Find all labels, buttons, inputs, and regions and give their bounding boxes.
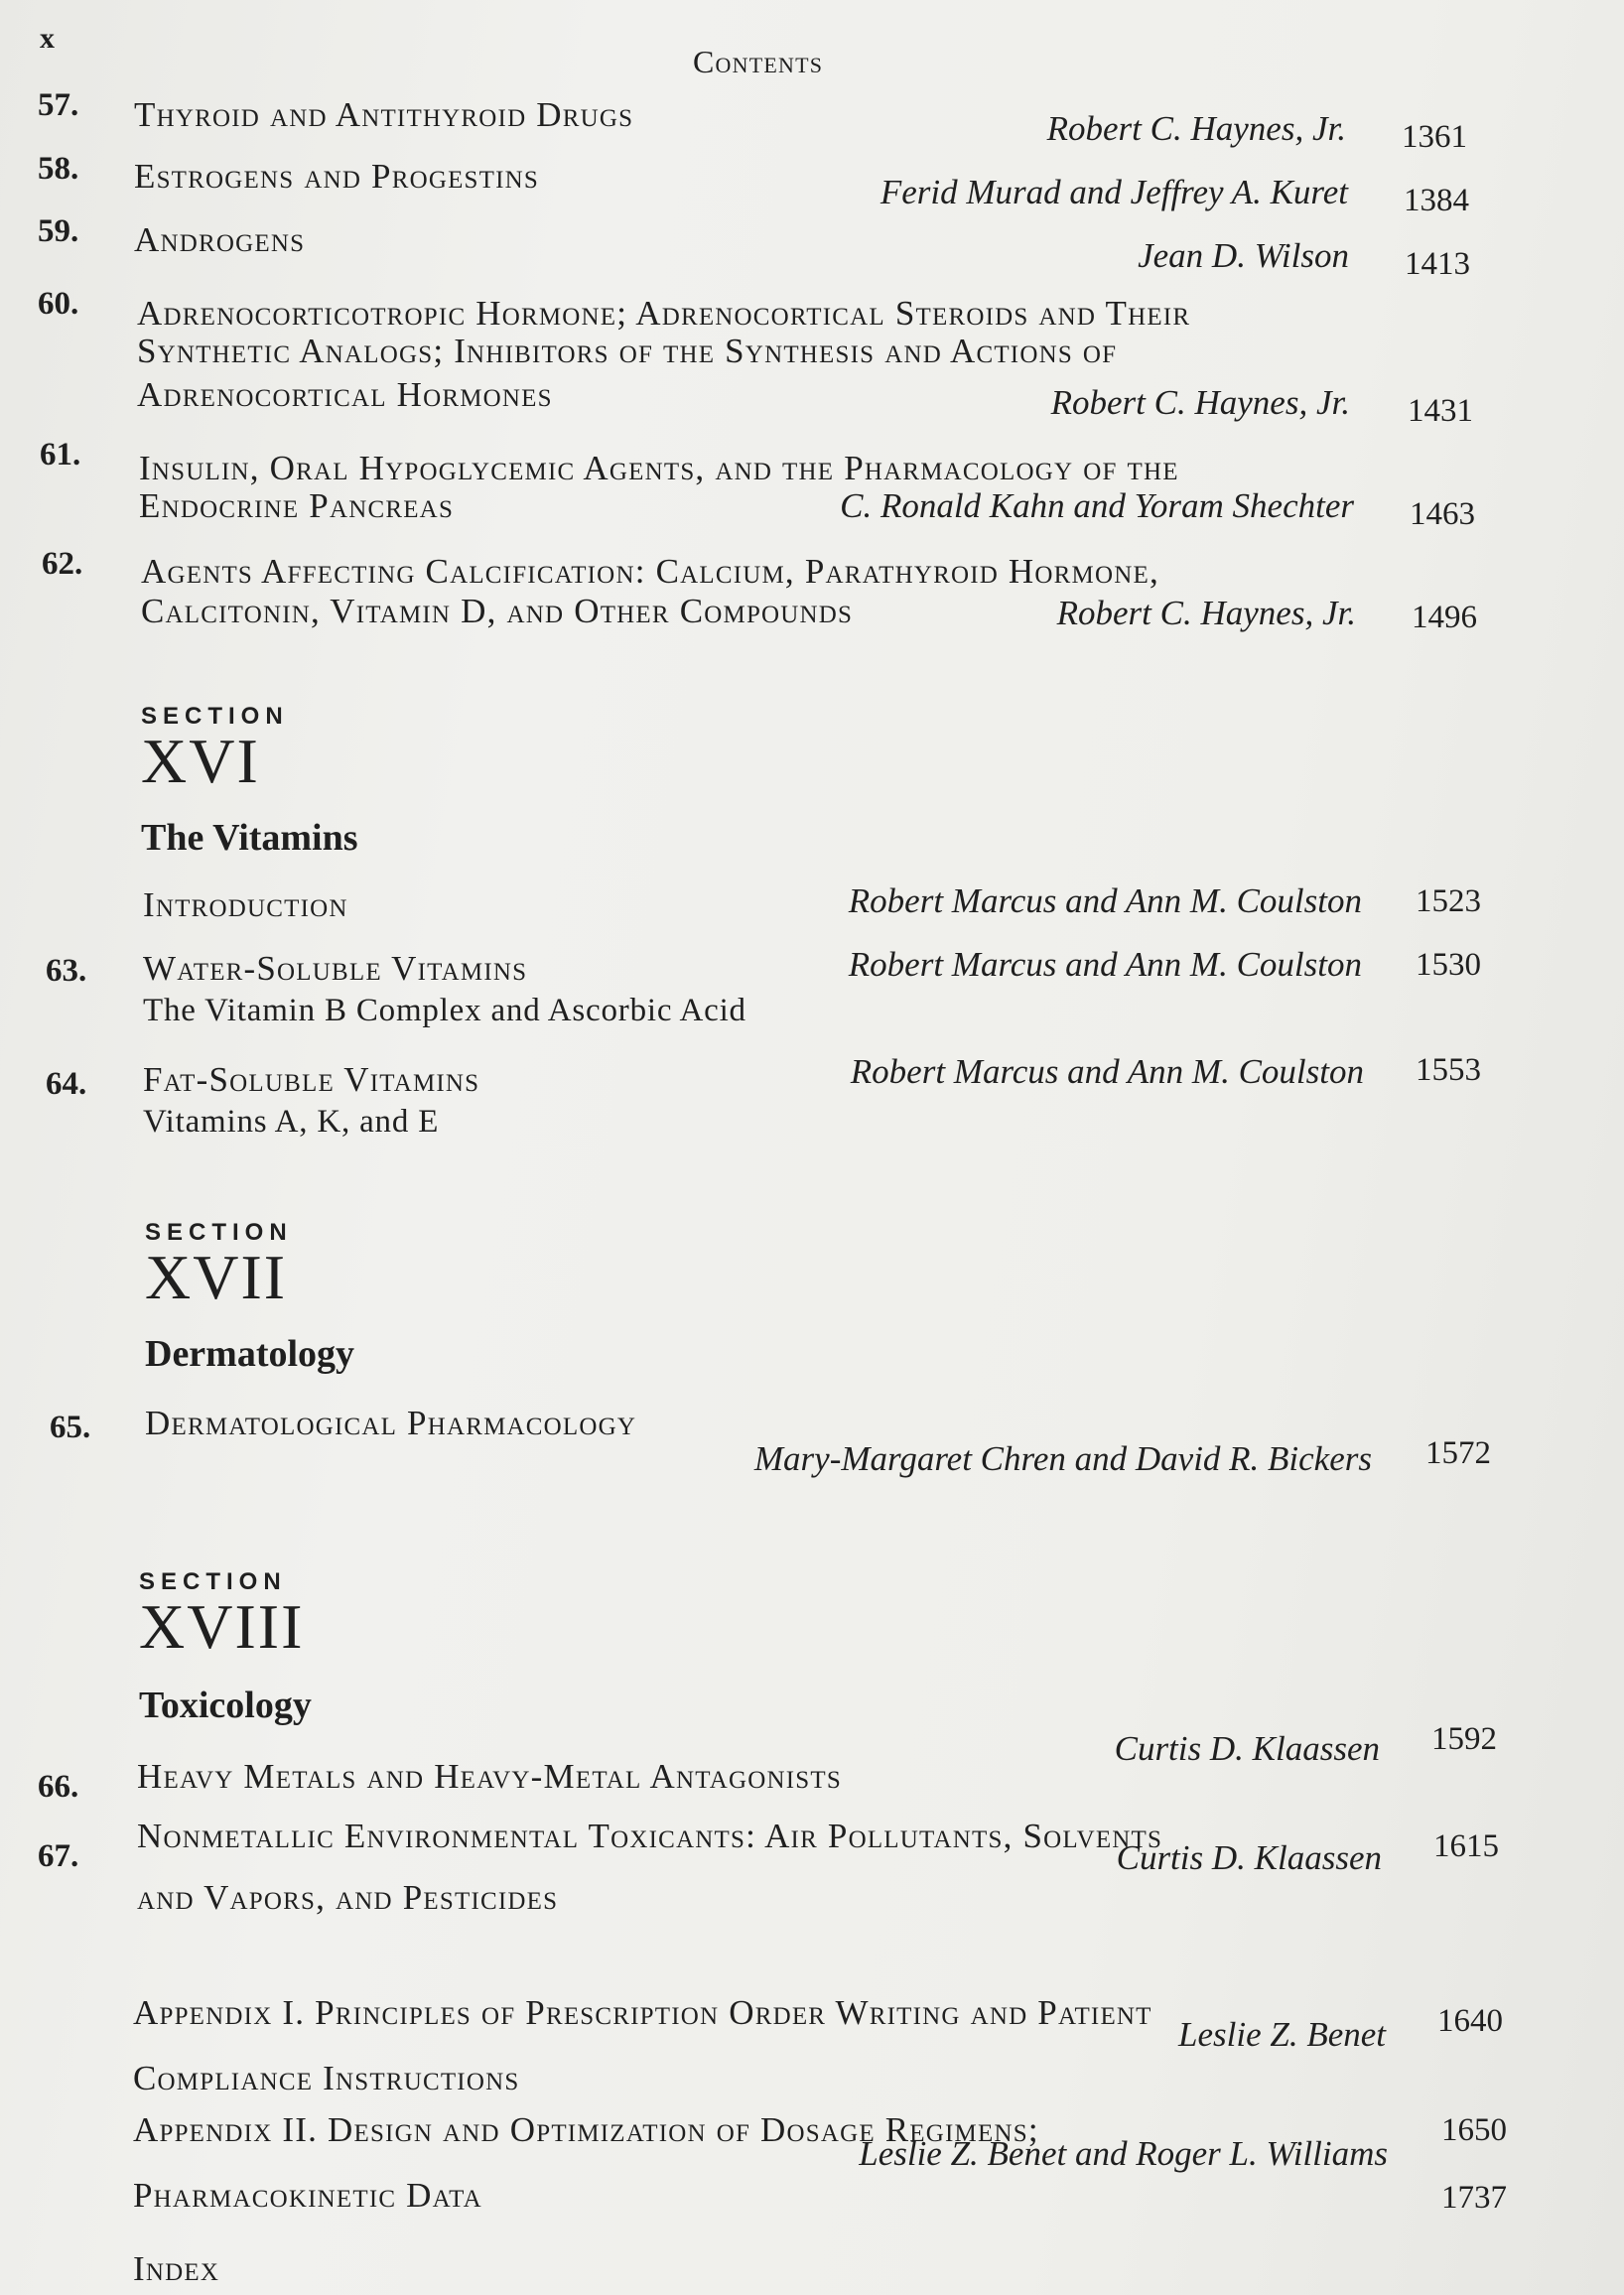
chapter-title: Fat-Soluble Vitamins xyxy=(143,1060,480,1099)
chapter-author: Curtis D. Klaassen xyxy=(1116,1838,1382,1877)
chapter-author: Robert Marcus and Ann M. Coulston xyxy=(850,1052,1364,1091)
chapter-author: Robert Marcus and Ann M. Coulston xyxy=(848,945,1362,984)
chapter-title-line: Adrenocortical Hormones xyxy=(137,375,553,414)
section-title: The Vitamins xyxy=(141,817,358,859)
chapter-title-line: Agents Affecting Calcification: Calcium, Parathyroid Hormone, xyxy=(141,552,1159,591)
appendix-page: 1650 xyxy=(1441,2112,1507,2148)
chapter-title-line: Endocrine Pancreas xyxy=(139,486,455,525)
chapter-page: 1361 xyxy=(1402,119,1467,155)
chapter-number: 60. xyxy=(38,286,79,322)
appendix-author: Leslie Z. Benet xyxy=(1178,2015,1386,2054)
chapter-number: 67. xyxy=(38,1838,79,1874)
section-title: Dermatology xyxy=(145,1333,355,1375)
chapter-title-line: and Vapors, and Pesticides xyxy=(137,1878,559,1917)
chapter-page: 1384 xyxy=(1404,183,1469,218)
chapter-page: 1431 xyxy=(1408,393,1473,429)
index-title: Index xyxy=(133,2249,220,2288)
running-head: Contents xyxy=(693,44,824,79)
page-folio: x xyxy=(40,22,55,55)
chapter-author: Ferid Murad and Jeffrey A. Kuret xyxy=(880,173,1348,211)
index-page: 1737 xyxy=(1441,2180,1507,2216)
chapter-author: Robert C. Haynes, Jr. xyxy=(1050,383,1350,422)
chapter-page: 1572 xyxy=(1425,1435,1491,1471)
chapter-title-line: Calcitonin, Vitamin D, and Other Compounds xyxy=(141,592,854,630)
section-roman: XVI xyxy=(141,726,260,796)
chapter-page: 1523 xyxy=(1416,883,1481,919)
chapter-title-line: Synthetic Analogs; Inhibitors of the Synthesis and Actions of xyxy=(137,332,1118,370)
chapter-subtitle: Vitamins A, K, and E xyxy=(143,1104,440,1140)
section-roman: XVII xyxy=(145,1242,288,1312)
chapter-title: Water-Soluble Vitamins xyxy=(143,949,528,988)
appendix-title-line: Appendix II. Design and Optimization of Dosage Regimens; xyxy=(133,2110,1039,2149)
chapter-page: 1530 xyxy=(1416,947,1481,983)
chapter-page: 1496 xyxy=(1412,600,1477,635)
chapter-title: Dermatological Pharmacology xyxy=(145,1404,637,1442)
chapter-title-line: Adrenocorticotropic Hormone; Adrenocortical Steroids and Their xyxy=(137,294,1191,333)
chapter-page: 1553 xyxy=(1416,1052,1481,1088)
section-label: SECTION xyxy=(145,1219,293,1246)
chapter-number: 62. xyxy=(42,546,83,582)
chapter-number: 65. xyxy=(50,1410,91,1445)
section-label: SECTION xyxy=(141,703,289,730)
chapter-author: Mary-Margaret Chren and David R. Bickers xyxy=(753,1439,1372,1478)
chapter-author: Robert Marcus and Ann M. Coulston xyxy=(848,881,1362,920)
chapter-title: Androgens xyxy=(134,220,306,259)
chapter-page: 1413 xyxy=(1405,246,1470,282)
appendix-page: 1640 xyxy=(1437,2003,1503,2039)
chapter-page: 1592 xyxy=(1431,1721,1497,1757)
chapter-subtitle: The Vitamin B Complex and Ascorbic Acid xyxy=(143,993,746,1028)
section-roman: XVIII xyxy=(139,1591,305,1662)
chapter-page: 1615 xyxy=(1433,1828,1499,1864)
chapter-number: 61. xyxy=(40,437,81,472)
chapter-page: 1463 xyxy=(1410,496,1475,532)
chapter-title: Heavy Metals and Heavy-Metal Antagonists xyxy=(137,1757,842,1796)
chapter-author: Robert C. Haynes, Jr. xyxy=(1056,594,1356,632)
chapter-title-line: Nonmetallic Environmental Toxicants: Air Pollutants, Solvents xyxy=(137,1817,1163,1855)
chapter-number: 66. xyxy=(38,1769,79,1805)
appendix-title-line: Compliance Instructions xyxy=(133,2059,520,2097)
appendix-author: Leslie Z. Benet and Roger L. Williams xyxy=(859,2134,1388,2173)
chapter-title: Thyroid and Antithyroid Drugs xyxy=(134,95,634,134)
chapter-number: 59. xyxy=(38,213,79,249)
appendix-title-line: Appendix I. Principles of Prescription Order Writing and Patient xyxy=(133,1993,1152,2032)
chapter-number: 57. xyxy=(38,87,79,123)
chapter-author: Robert C. Haynes, Jr. xyxy=(1046,109,1346,148)
chapter-number: 64. xyxy=(46,1066,87,1102)
chapter-number: 58. xyxy=(38,151,79,187)
section-title: Toxicology xyxy=(139,1685,312,1726)
chapter-author: Curtis D. Klaassen xyxy=(1114,1729,1380,1768)
chapter-number: 63. xyxy=(46,953,87,989)
chapter-title-line: Insulin, Oral Hypoglycemic Agents, and the Pharmacology of the xyxy=(139,449,1179,487)
chapter-title: Estrogens and Progestins xyxy=(134,157,540,196)
appendix-title-line: Pharmacokinetic Data xyxy=(133,2176,482,2215)
chapter-author: C. Ronald Kahn and Yoram Shechter xyxy=(840,486,1354,525)
chapter-title: Introduction xyxy=(143,885,348,924)
chapter-author: Jean D. Wilson xyxy=(1138,236,1349,275)
section-label: SECTION xyxy=(139,1568,287,1595)
